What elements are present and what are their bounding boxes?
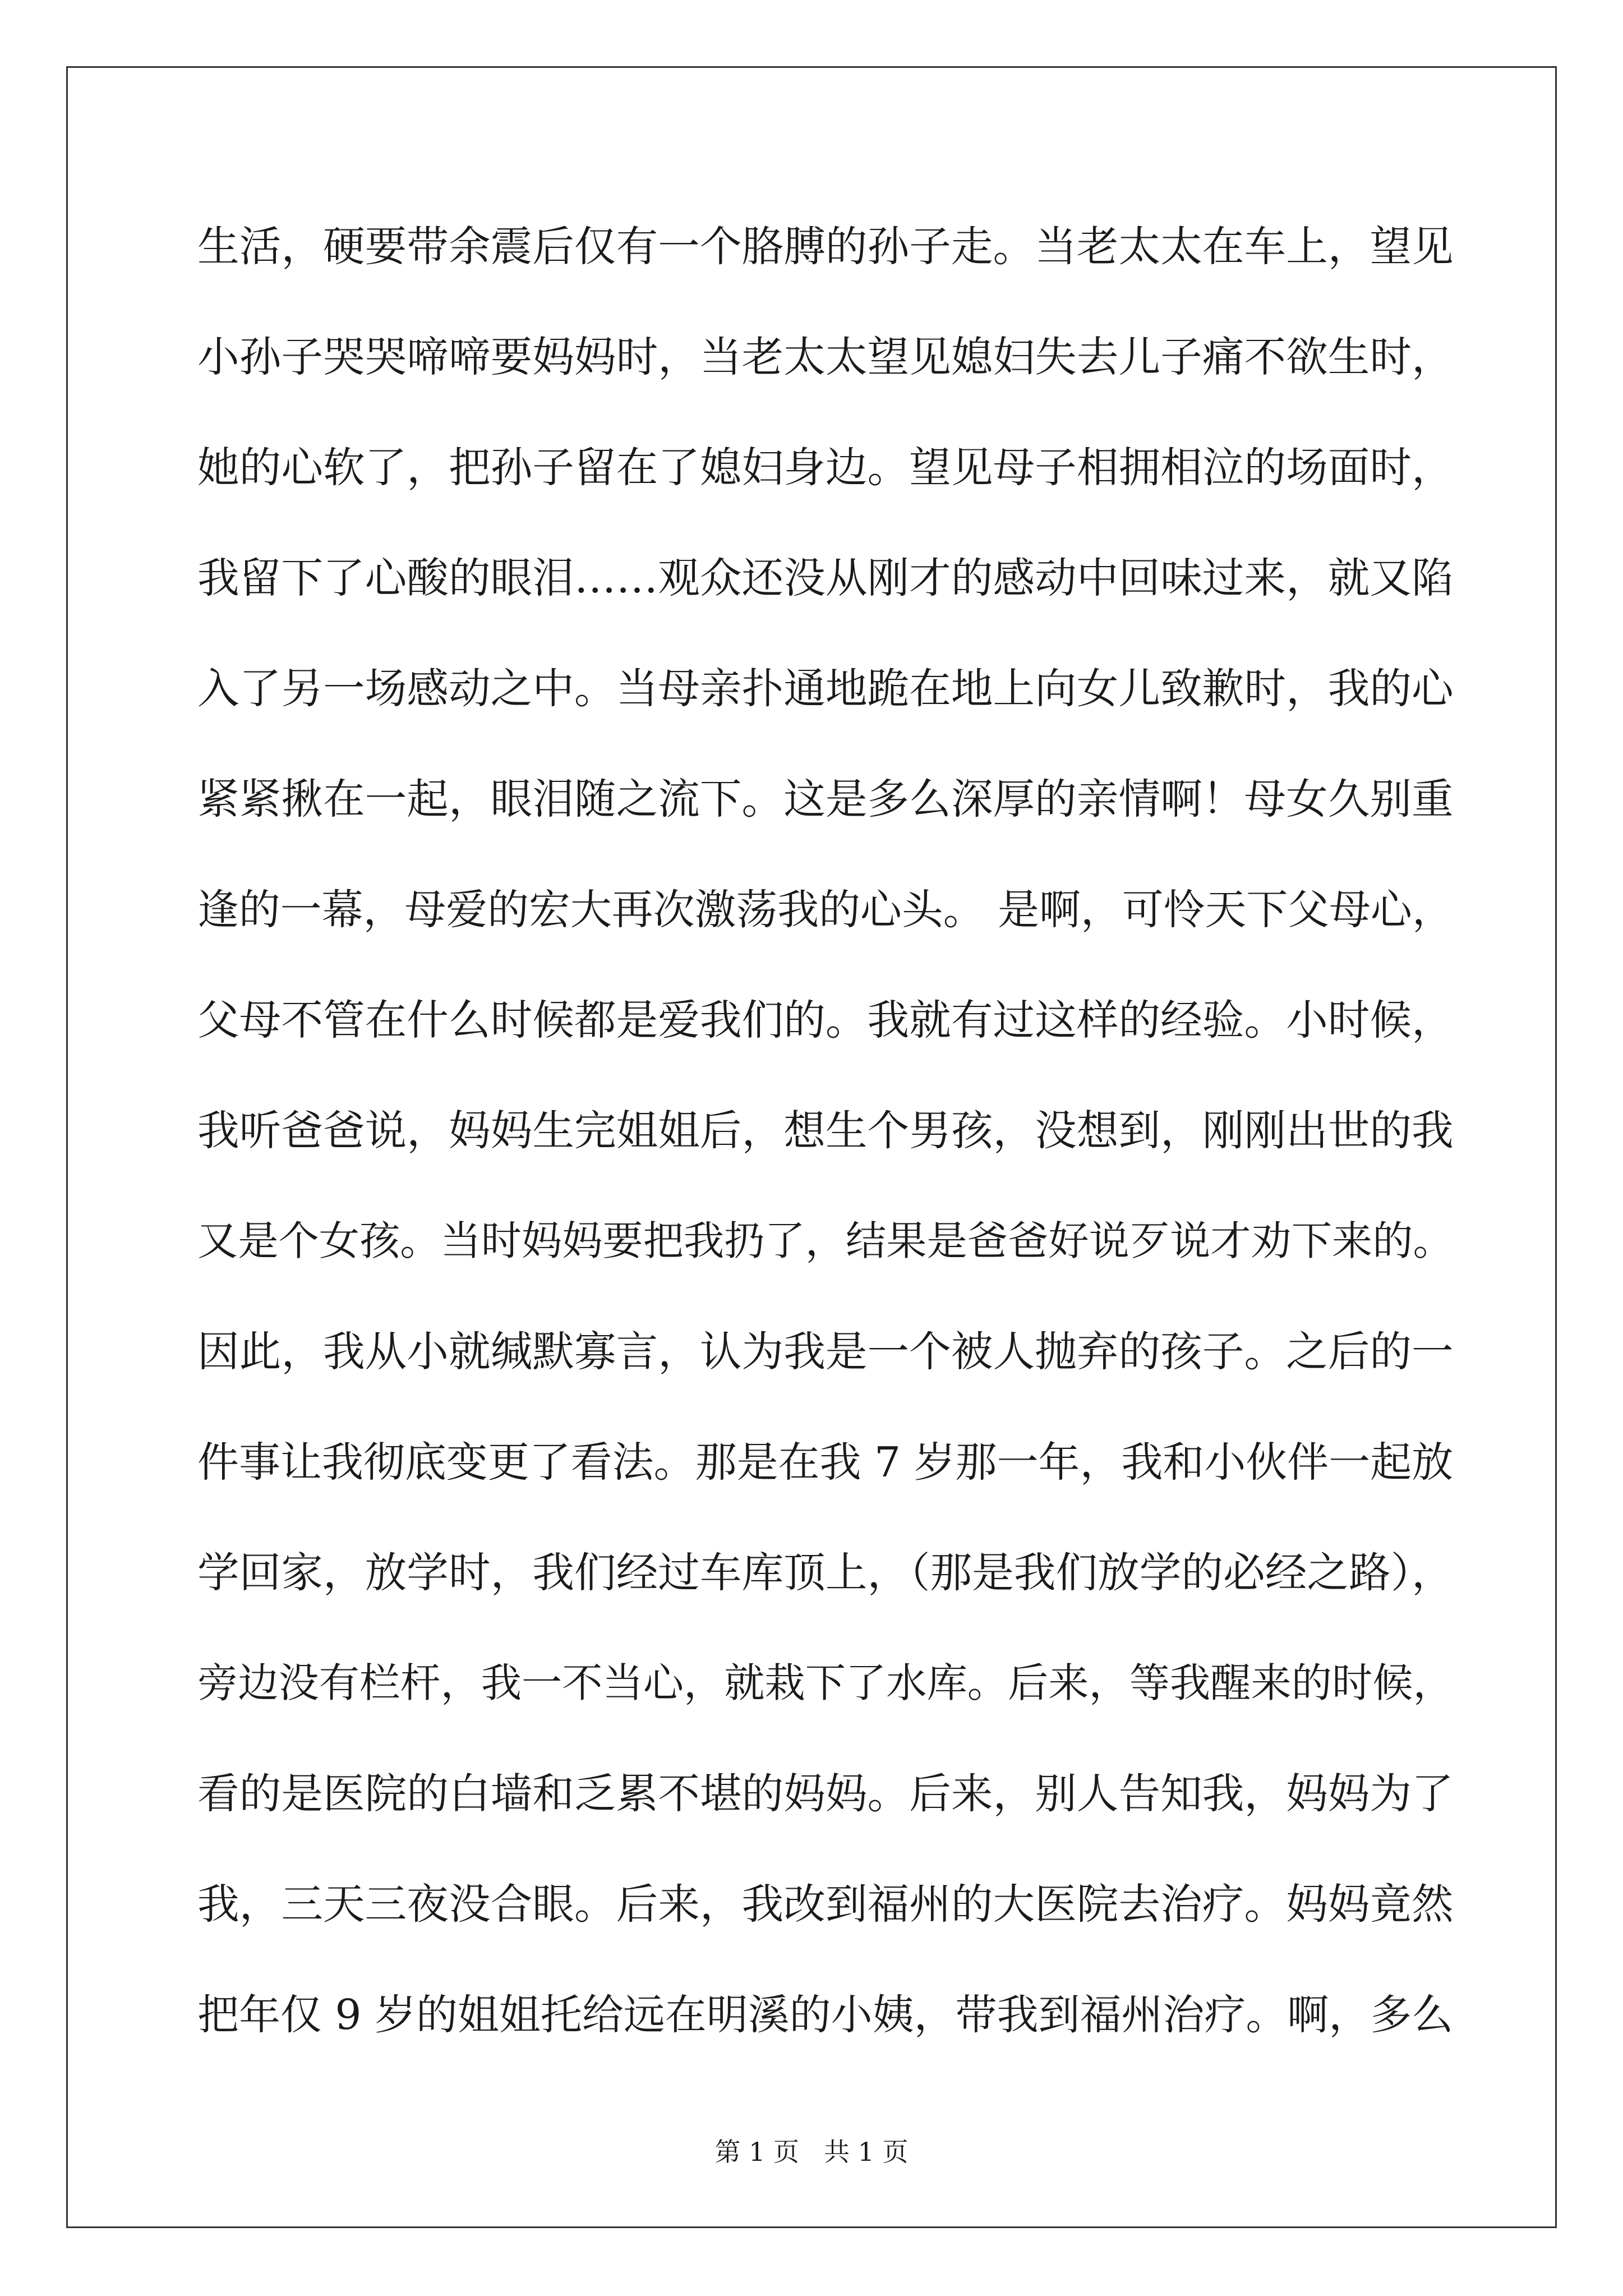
page-footer	[0, 2132, 1623, 2169]
text-line-2: 小孙子哭哭啼啼要妈妈时，当老太太望见媳妇失去儿子痛不欲生时，	[197, 333, 1454, 381]
text-line-5: 入了另一场感动之中。当母亲扑通地跪在地上向女儿致歉时，我的心	[197, 664, 1454, 713]
text-line-15: 看的是医院的白墙和乏累不堪的妈妈。后来，别人告知我，妈妈为了	[197, 1769, 1454, 1818]
page-number: 第 1 页	[714, 2137, 799, 2167]
text-line-6: 紧紧揪在一起，眼泪随之流下。这是多么深厚的亲情啊！母女久别重	[197, 775, 1454, 823]
text-line-8: 父母不管在什么时候都是爱我们的。我就有过这样的经验。小时候，	[197, 996, 1454, 1045]
text-line-11: 因此，我从小就缄默寡言，认为我是一个被人抛弃的孩子。之后的一	[197, 1327, 1454, 1376]
text-line-3: 她的心软了，把孙子留在了媳妇身边。望见母子相拥相泣的场面时，	[197, 443, 1454, 492]
text-line-4: 我留下了心酸的眼泪……观众还没从刚才的感动中回味过来，就又陷	[197, 554, 1454, 602]
text-line-13: 学回家，放学时，我们经过车库顶上，（那是我们放学的必经之路），	[197, 1548, 1454, 1597]
text-line-9: 我听爸爸说，妈妈生完姐姐后，想生个男孩，没想到，刚刚出世的我	[197, 1106, 1454, 1155]
text-line-7: 逢的一幕，母爱的宏大再次激荡我的心头。 是啊，可怜天下父母心，	[197, 886, 1454, 934]
text-line-12: 件事让我彻底变更了看法。那是在我 7 岁那一年，我和小伙伴一起放	[197, 1438, 1454, 1487]
text-line-14: 旁边没有栏杆，我一不当心，就栽下了水库。后来，等我醒来的时候，	[197, 1660, 1454, 1707]
text-line-17: 把年仅 9 岁的姐姐托给远在明溪的小姨，带我到福州治疗。啊，多么	[197, 1991, 1454, 2039]
text-line-16: 我，三天三夜没合眼。后来，我改到福州的大医院去治疗。妈妈竟然	[197, 1880, 1454, 1929]
text-line-1: 生活，硬要带余震后仅有一个胳膊的孙子走。当老太太在车上，望见	[197, 222, 1454, 271]
page-total: 共 1 页	[824, 2137, 909, 2167]
text-line-10: 又是个女孩。当时妈妈要把我扔了，结果是爸爸好说歹说才劝下来的。	[197, 1218, 1454, 1265]
